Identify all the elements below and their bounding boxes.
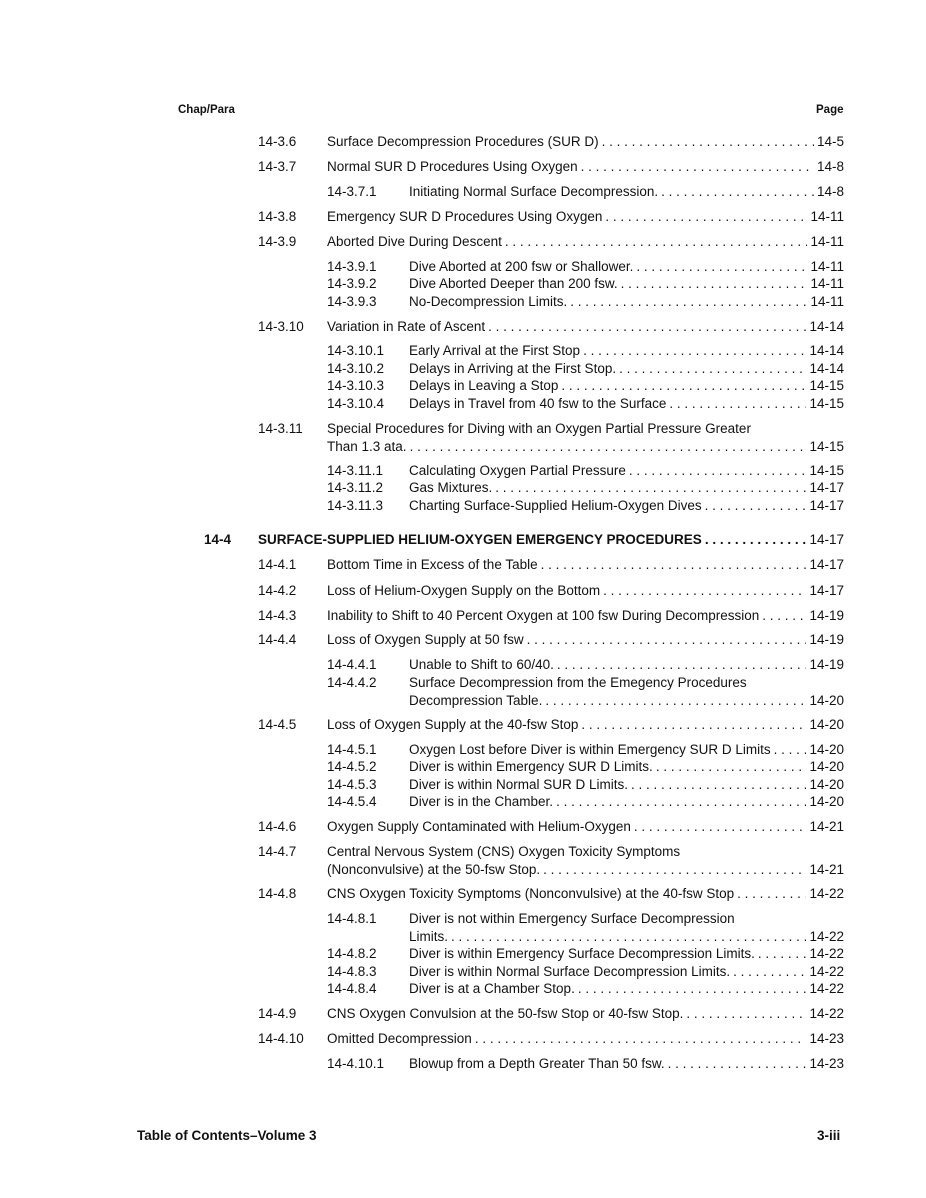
toc-entry-title: Emergency SUR D Procedures Using Oxygen [327, 209, 603, 224]
toc-entry-number: 14-3.10.2 [327, 361, 385, 376]
toc-entry-page: 14-14 [809, 361, 844, 376]
header-page: Page [816, 104, 844, 116]
toc-entry-number: 14-3.11.3 [327, 498, 384, 513]
toc-entry-page: 14-15 [809, 396, 844, 411]
toc-entry-title: Central Nervous System (CNS) Oxygen Toxicity Symptoms [327, 844, 681, 859]
toc-entry-number: 14-4.4.2 [327, 675, 377, 690]
toc-entry-title: CNS Oxygen Toxicity Symptoms (Nonconvulsive) at the 40-fsw Stop [327, 886, 735, 901]
toc-entry-page: 14-11 [810, 209, 844, 224]
toc-entry-title: Diver is at a Chamber Stop. [409, 981, 575, 996]
toc-entry-title: Loss of Oxygen Supply at 50 fsw [327, 632, 524, 647]
toc-entry-title: Diver is within Normal Surface Decompression Limits. [409, 964, 731, 979]
toc-entry-number: 14-3.10 [258, 319, 304, 334]
toc-entry-number: 14-3.6 [258, 134, 297, 149]
toc-entry-page: 14-22 [809, 964, 844, 979]
toc-entry-number: 14-3.10.4 [327, 396, 385, 411]
toc-entry-title: Oxygen Lost before Diver is within Emergency SUR D Limits [409, 742, 771, 757]
toc-entry-number: 14-3.7.1 [327, 184, 377, 199]
dot-leader [561, 378, 806, 394]
toc-entry-line [409, 276, 844, 292]
toc-entry-title: Loss of Helium-Oxygen Supply on the Bottom [327, 583, 601, 598]
toc-entry-number: 14-4.5.2 [327, 759, 377, 774]
toc-entry-title: Surface Decompression Procedures (SUR D) [327, 134, 599, 149]
toc-entry-line [327, 632, 844, 648]
toc-entry-number: 14-4 [204, 532, 232, 547]
dot-leader [619, 361, 806, 377]
footer-title: Table of Contents–Volume 3 [137, 1128, 317, 1143]
toc-entry-continued-line [327, 439, 844, 455]
toc-entry-number: 14-3.9.2 [327, 276, 377, 291]
toc-entry-line [327, 608, 844, 624]
toc-entry-number: 14-4.7 [258, 844, 297, 859]
toc-entry-number: 14-3.10.3 [327, 378, 385, 393]
toc-entry-title: Normal SUR D Procedures Using Oxygen [327, 159, 578, 174]
toc-entry-line [327, 134, 844, 150]
dot-leader [705, 498, 807, 514]
toc-entry-number: 14-3.9 [258, 234, 297, 249]
toc-entry-title: Charting Surface-Supplied Helium-Oxygen Dives [409, 498, 702, 513]
toc-entry-line [327, 557, 844, 573]
dot-leader [475, 1031, 807, 1047]
dot-leader [668, 1056, 807, 1072]
dot-leader [603, 583, 806, 599]
dot-leader [583, 343, 806, 359]
toc-entry-continued-line [409, 693, 844, 709]
toc-entry-number: 14-4.5.4 [327, 794, 377, 809]
toc-entry-line [409, 981, 844, 997]
toc-entry-page: 14-22 [809, 886, 844, 901]
dot-leader [505, 234, 808, 250]
toc-entry-continued-title: Decompression Table. [409, 693, 543, 708]
toc-entry-page: 14-15 [809, 463, 844, 478]
dot-leader [605, 209, 807, 225]
toc-entry-page: 14-11 [810, 276, 844, 291]
toc-entry-page: 14-17 [809, 498, 844, 513]
toc-entry-line [327, 583, 844, 599]
toc-section-line [258, 532, 844, 548]
dot-leader [705, 532, 807, 548]
dot-leader [661, 184, 814, 200]
dot-leader [602, 134, 814, 150]
toc-entry-line [327, 1006, 844, 1022]
dot-leader [557, 657, 807, 673]
toc-entry-page: 14-19 [809, 632, 844, 647]
dot-leader [686, 1006, 806, 1022]
dot-leader [581, 159, 814, 175]
dot-leader [410, 439, 807, 455]
toc-entry-page: 14-5 [816, 134, 844, 149]
toc-entry-title: Variation in Rate of Ascent [327, 319, 486, 334]
toc-entry-line [409, 1056, 844, 1072]
toc-entry-number: 14-3.10.1 [327, 343, 385, 358]
toc-entry-number: 14-4.10 [258, 1031, 304, 1046]
toc-entry-page: 14-20 [809, 794, 844, 809]
toc-entry-line [327, 886, 844, 902]
toc-entry-page: 14-22 [809, 1006, 844, 1021]
dot-leader [451, 929, 806, 945]
toc-entry-title: Blowup from a Depth Greater Than 50 fsw. [409, 1056, 665, 1071]
toc-entry-line [409, 742, 844, 758]
dot-leader [737, 886, 806, 902]
dot-leader [488, 319, 806, 335]
toc-entry-title: CNS Oxygen Convulsion at the 50-fsw Stop or 40-fsw Stop. [327, 1006, 684, 1021]
toc-entry-number: 14-4.3 [258, 608, 297, 623]
toc-entry-line [409, 294, 844, 310]
toc-entry-title: Loss of Oxygen Supply at the 40-fsw Stop [327, 717, 579, 732]
toc-entry-title: Dive Aborted at 200 fsw or Shallower. [409, 259, 634, 274]
toc-entry-title: Delays in Leaving a Stop [409, 378, 559, 393]
dot-leader [631, 777, 806, 793]
toc-entry-number: 14-4.2 [258, 583, 297, 598]
toc-entry-line [409, 777, 844, 793]
dot-leader [541, 557, 807, 573]
toc-entry-page: 14-20 [809, 777, 844, 792]
toc-entry-line [409, 259, 844, 275]
toc-entry-page: 14-17 [809, 583, 844, 598]
toc-entry-continued-page: 14-20 [809, 693, 844, 708]
toc-entry-title: Diver is within Emergency Surface Decompression Limits. [409, 946, 755, 961]
toc-entry-line [327, 209, 844, 225]
toc-entry-title: Initiating Normal Surface Decompression. [409, 184, 659, 199]
footer-page-number: 3-iii [817, 1128, 841, 1143]
toc-entry-title: Diver is in the Chamber. [409, 794, 554, 809]
toc-entry-number: 14-3.9.3 [327, 294, 377, 309]
toc-entry-line [327, 159, 844, 175]
toc-entry-line [409, 498, 844, 514]
toc-entry-page: 14-11 [810, 234, 844, 249]
toc-entry-line [409, 657, 844, 673]
toc-entry-page: 14-15 [809, 378, 844, 393]
dot-leader [629, 463, 807, 479]
toc-section-page: 14-17 [809, 532, 844, 547]
toc-entry-page: 14-14 [809, 343, 844, 358]
dot-leader [656, 759, 807, 775]
toc-entry-page: 14-11 [810, 259, 844, 274]
toc-entry-continued-page: 14-21 [809, 862, 844, 877]
dot-leader [669, 396, 806, 412]
toc-entry-title: Bottom Time in Excess of the Table [327, 557, 538, 572]
toc-entry-title: Early Arrival at the First Stop [409, 343, 581, 358]
toc-entry-title: Diver is within Emergency SUR D Limits. [409, 759, 653, 774]
toc-entry-page: 14-23 [809, 1056, 844, 1071]
toc-entry-line [409, 964, 844, 980]
toc-entry-title: No-Decompression Limits. [409, 294, 568, 309]
toc-entry-page: 14-17 [809, 480, 844, 495]
toc-entry-number: 14-4.4.1 [327, 657, 377, 672]
toc-entry-title: Dive Aborted Deeper than 200 fsw. [409, 276, 618, 291]
toc-entry-line [409, 396, 844, 412]
toc-entry-page: 14-19 [809, 608, 844, 623]
toc-entry-number: 14-4.6 [258, 819, 297, 834]
header-chap-para: Chap/Para [178, 104, 235, 116]
toc-entry-title: Surface Decompression from the Emegency Procedures [409, 675, 747, 690]
toc-entry-line [409, 361, 844, 377]
dot-leader [581, 717, 806, 733]
toc-entry-line [409, 463, 844, 479]
toc-entry-number: 14-3.9.1 [327, 259, 377, 274]
toc-entry-line [409, 946, 844, 962]
toc-entry-number: 14-4.5 [258, 717, 297, 732]
toc-entry-title: Calculating Oxygen Partial Pressure [409, 463, 626, 478]
toc-entry-number: 14-3.11 [258, 421, 303, 436]
toc-entry-continued-page: 14-15 [809, 439, 844, 454]
toc-entry-continued-title: Limits. [409, 929, 449, 944]
toc-entry-line [409, 378, 844, 394]
toc-entry-number: 14-4.8.1 [327, 911, 377, 926]
toc-entry-number: 14-4.8 [258, 886, 297, 901]
toc-entry-number: 14-3.7 [258, 159, 297, 174]
dot-leader [570, 294, 807, 310]
toc-entry-number: 14-3.8 [258, 209, 297, 224]
toc-entry-title: Delays in Arriving at the First Stop. [409, 361, 617, 376]
toc-entry-number: 14-4.9 [258, 1006, 297, 1021]
toc-entry-line [327, 1031, 844, 1047]
toc-entry-page: 14-20 [809, 742, 844, 757]
toc-entry-title: Special Procedures for Diving with an Oxygen Partial Pressure Greater [327, 421, 751, 436]
toc-entry-page: 14-20 [809, 717, 844, 732]
toc-entry-continued-line [327, 862, 844, 878]
toc-entry-page: 14-20 [809, 759, 844, 774]
toc-section-title: SURFACE-SUPPLIED HELIUM-OXYGEN EMERGENCY PROCEDURES [258, 532, 702, 547]
toc-entry-line [409, 794, 844, 810]
toc-entry-number: 14-4.8.4 [327, 981, 377, 996]
toc-entry-number: 14-4.5.3 [327, 777, 377, 792]
dot-leader [762, 608, 806, 624]
toc-entry-line [327, 717, 844, 733]
toc-entry-page: 14-11 [810, 294, 844, 309]
toc-entry-title: Oxygen Supply Contaminated with Helium-Oxygen [327, 819, 631, 834]
dot-leader [634, 819, 807, 835]
toc-entry-line [409, 759, 844, 775]
toc-entry-page: 14-17 [809, 557, 844, 572]
toc-entry-title: Diver is not within Emergency Surface Decompression [409, 911, 735, 926]
toc-entry-title: Aborted Dive During Descent [327, 234, 502, 249]
toc-entry-continued-page: 14-22 [809, 929, 844, 944]
toc-entry-number: 14-4.4 [258, 632, 297, 647]
toc-entry-number: 14-4.8.2 [327, 946, 377, 961]
dot-leader [495, 480, 806, 496]
toc-entry-continued-line [409, 929, 844, 945]
toc-entry-continued-title: Than 1.3 ata. [327, 439, 407, 454]
toc-entry-title: Delays in Travel from 40 fsw to the Surface [409, 396, 667, 411]
toc-entry-line [327, 234, 844, 250]
dot-leader [545, 693, 806, 709]
toc-entry-title: Inability to Shift to 40 Percent Oxygen at 100 fsw During Decompression [327, 608, 760, 623]
toc-entry-line [327, 819, 844, 835]
toc-entry-page: 14-19 [809, 657, 844, 672]
toc-entry-number: 14-4.1 [258, 557, 297, 572]
toc-entry-title: Omitted Decompression [327, 1031, 472, 1046]
toc-entry-number: 14-3.11.2 [327, 480, 384, 495]
dot-leader [758, 946, 807, 962]
dot-leader [543, 862, 806, 878]
dot-leader [621, 276, 808, 292]
toc-entry-page: 14-8 [816, 184, 844, 199]
dot-leader [774, 742, 807, 758]
toc-entry-line [409, 343, 844, 359]
toc-entry-number: 14-4.8.3 [327, 964, 377, 979]
toc-entry-page: 14-23 [809, 1031, 844, 1046]
toc-entry-title: Diver is within Normal SUR D Limits. [409, 777, 629, 792]
toc-entry-line [409, 184, 844, 200]
toc-entry-title: Unable to Shift to 60/40. [409, 657, 554, 672]
toc-entry-page: 14-8 [816, 159, 844, 174]
toc-entry-continued-title: (Nonconvulsive) at the 50-fsw Stop. [327, 862, 541, 877]
toc-entry-page: 14-21 [809, 819, 844, 834]
toc-entry-line [327, 319, 844, 335]
dot-leader [578, 981, 807, 997]
toc-entry-page: 14-22 [809, 946, 844, 961]
toc-entry-number: 14-4.10.1 [327, 1056, 385, 1071]
toc-entry-title: Gas Mixtures. [409, 480, 493, 495]
toc-entry-number: 14-4.5.1 [327, 742, 377, 757]
dot-leader [636, 259, 807, 275]
toc-entry-line [409, 480, 844, 496]
dot-leader [556, 794, 806, 810]
dot-leader [527, 632, 807, 648]
toc-entry-page: 14-22 [809, 981, 844, 996]
toc-entry-page: 14-14 [809, 319, 844, 334]
dot-leader [733, 964, 806, 980]
toc-entry-number: 14-3.11.1 [327, 463, 384, 478]
